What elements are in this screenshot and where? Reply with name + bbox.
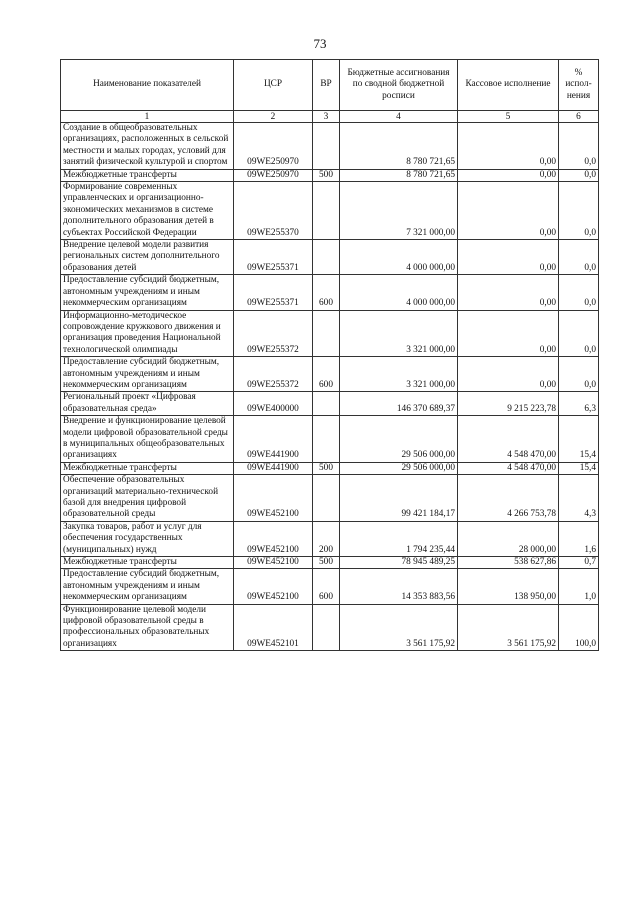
budget-execution-table (60, 59, 599, 651)
row-budget-cell: 3 321 000,00 (340, 310, 458, 357)
row-cash-cell: 538 627,86 (458, 557, 559, 569)
row-name-cell: Межбюджетные трансферты (61, 557, 234, 569)
table-row (61, 416, 599, 463)
row-pct-cell: 0,0 (559, 182, 599, 240)
row-budget-cell: 7 321 000,00 (340, 182, 458, 240)
row-pct-cell: 4,3 (559, 475, 599, 522)
row-pct-cell: 6,3 (559, 392, 599, 416)
row-csr-cell: 09WE250970 (234, 123, 313, 170)
header-cash: Кассовое исполнение (458, 60, 559, 111)
row-name-cell: Предоставление субсидий бюджетным, автономным учреждениям и иным некоммерческим организациям (61, 275, 234, 310)
row-name-cell: Функционирование целевой модели цифровой образовательной среды в профессиональных образовательных организациях (61, 604, 234, 651)
row-cash-cell: 0,00 (458, 123, 559, 170)
row-vr-cell (313, 475, 340, 522)
row-name-cell: Межбюджетные трансферты (61, 462, 234, 474)
row-vr-cell (313, 123, 340, 170)
row-budget-cell: 8 780 721,65 (340, 169, 458, 181)
row-vr-cell: 200 (313, 521, 340, 556)
row-cash-cell: 0,00 (458, 240, 559, 275)
row-name-cell: Создание в общеобразовательных организациях, расположенных в сельской местности и малых городах, условий для занятий физической культурой и спортом (61, 123, 234, 170)
table-body (61, 123, 599, 651)
row-cash-cell: 0,00 (458, 182, 559, 240)
row-csr-cell: 09WE441900 (234, 462, 313, 474)
table-row (61, 569, 599, 604)
row-budget-cell: 78 945 489,25 (340, 557, 458, 569)
row-name-cell: Информационно-методическое сопровождение кружкового движения и организация проведения Национальной технологической олимпиады (61, 310, 234, 357)
row-pct-cell: 0,0 (559, 169, 599, 181)
row-vr-cell (313, 416, 340, 463)
row-cash-cell: 4 266 753,78 (458, 475, 559, 522)
row-name-cell: Внедрение и функционирование целевой модели цифровой образовательной среды в муниципальных общеобразовательных организациях (61, 416, 234, 463)
table-row (61, 462, 599, 474)
row-csr-cell: 09WE452100 (234, 569, 313, 604)
row-cash-cell: 4 548 470,00 (458, 462, 559, 474)
row-csr-cell: 09WE452100 (234, 557, 313, 569)
row-pct-cell: 100,0 (559, 604, 599, 651)
header-row (61, 60, 599, 111)
table-row (61, 240, 599, 275)
column-number: 2 (234, 111, 313, 123)
row-name-cell: Формирование современных управленческих и организационно-экономических механизмов в системе дополнительного образования детей в субъектах Российской Федерации (61, 182, 234, 240)
row-csr-cell: 09WE255371 (234, 240, 313, 275)
header-pct: % испол-нения (559, 60, 599, 111)
row-vr-cell: 600 (313, 569, 340, 604)
table-row (61, 521, 599, 556)
row-cash-cell: 28 000,00 (458, 521, 559, 556)
column-number: 6 (559, 111, 599, 123)
row-budget-cell: 1 794 235,44 (340, 521, 458, 556)
table-row (61, 123, 599, 170)
row-name-cell: Закупка товаров, работ и услуг для обеспечения государственных (муниципальных) нужд (61, 521, 234, 556)
row-name-cell: Внедрение целевой модели развития региональных систем дополнительного образования детей (61, 240, 234, 275)
row-name-cell: Предоставление субсидий бюджетным, автономным учреждениям и иным некоммерческим организациям (61, 357, 234, 392)
row-csr-cell: 09WE452101 (234, 604, 313, 651)
row-pct-cell: 15,4 (559, 462, 599, 474)
row-pct-cell: 0,0 (559, 357, 599, 392)
header-budget: Бюджетные ассигнования по сводной бюджетной росписи (340, 60, 458, 111)
row-csr-cell: 09WE255372 (234, 310, 313, 357)
row-cash-cell: 0,00 (458, 275, 559, 310)
header-csr: ЦСР (234, 60, 313, 111)
row-vr-cell (313, 392, 340, 416)
row-budget-cell: 146 370 689,37 (340, 392, 458, 416)
row-vr-cell (313, 604, 340, 651)
row-csr-cell: 09WE255371 (234, 275, 313, 310)
column-number: 5 (458, 111, 559, 123)
row-csr-cell: 09WE400000 (234, 392, 313, 416)
table-row (61, 557, 599, 569)
row-cash-cell: 3 561 175,92 (458, 604, 559, 651)
row-vr-cell (313, 182, 340, 240)
header-name: Наименование показателей (61, 60, 234, 111)
row-csr-cell: 09WE250970 (234, 169, 313, 181)
table-row (61, 169, 599, 181)
row-vr-cell (313, 310, 340, 357)
row-budget-cell: 8 780 721,65 (340, 123, 458, 170)
row-cash-cell: 0,00 (458, 357, 559, 392)
header-vr: ВР (313, 60, 340, 111)
row-pct-cell: 0,0 (559, 123, 599, 170)
column-number: 3 (313, 111, 340, 123)
row-vr-cell: 600 (313, 275, 340, 310)
row-vr-cell: 500 (313, 557, 340, 569)
table-row (61, 357, 599, 392)
column-number-row (61, 111, 599, 123)
row-pct-cell: 1,0 (559, 569, 599, 604)
row-cash-cell: 0,00 (458, 310, 559, 357)
row-name-cell: Предоставление субсидий бюджетным, автономным учреждениям и иным некоммерческим организациям (61, 569, 234, 604)
row-pct-cell: 0,0 (559, 275, 599, 310)
row-name-cell: Региональный проект «Цифровая образовательная среда» (61, 392, 234, 416)
row-budget-cell: 4 000 000,00 (340, 275, 458, 310)
table-row (61, 310, 599, 357)
table-row (61, 475, 599, 522)
row-csr-cell: 09WE452100 (234, 475, 313, 522)
row-budget-cell: 3 321 000,00 (340, 357, 458, 392)
row-csr-cell: 09WE452100 (234, 521, 313, 556)
row-pct-cell: 1,6 (559, 521, 599, 556)
table-row (61, 275, 599, 310)
table-row (61, 604, 599, 651)
row-name-cell: Межбюджетные трансферты (61, 169, 234, 181)
row-name-cell: Обеспечение образовательных организаций материально-технической базой для внедрения цифровой образовательной среды (61, 475, 234, 522)
row-vr-cell: 500 (313, 462, 340, 474)
row-cash-cell: 0,00 (458, 169, 559, 181)
row-pct-cell: 0,0 (559, 240, 599, 275)
row-budget-cell: 29 506 000,00 (340, 462, 458, 474)
table-row (61, 182, 599, 240)
row-cash-cell: 9 215 223,78 (458, 392, 559, 416)
row-csr-cell: 09WE441900 (234, 416, 313, 463)
row-csr-cell: 09WE255370 (234, 182, 313, 240)
row-pct-cell: 0,7 (559, 557, 599, 569)
row-cash-cell: 4 548 470,00 (458, 416, 559, 463)
table-row (61, 392, 599, 416)
row-pct-cell: 15,4 (559, 416, 599, 463)
row-cash-cell: 138 950,00 (458, 569, 559, 604)
page-number: 73 (313, 36, 327, 51)
column-number: 4 (340, 111, 458, 123)
row-budget-cell: 3 561 175,92 (340, 604, 458, 651)
row-budget-cell: 14 353 883,56 (340, 569, 458, 604)
row-csr-cell: 09WE255372 (234, 357, 313, 392)
row-vr-cell: 500 (313, 169, 340, 181)
row-budget-cell: 4 000 000,00 (340, 240, 458, 275)
column-number: 1 (61, 111, 234, 123)
row-budget-cell: 99 421 184,17 (340, 475, 458, 522)
row-pct-cell: 0,0 (559, 310, 599, 357)
row-vr-cell: 600 (313, 357, 340, 392)
row-budget-cell: 29 506 000,00 (340, 416, 458, 463)
row-vr-cell (313, 240, 340, 275)
